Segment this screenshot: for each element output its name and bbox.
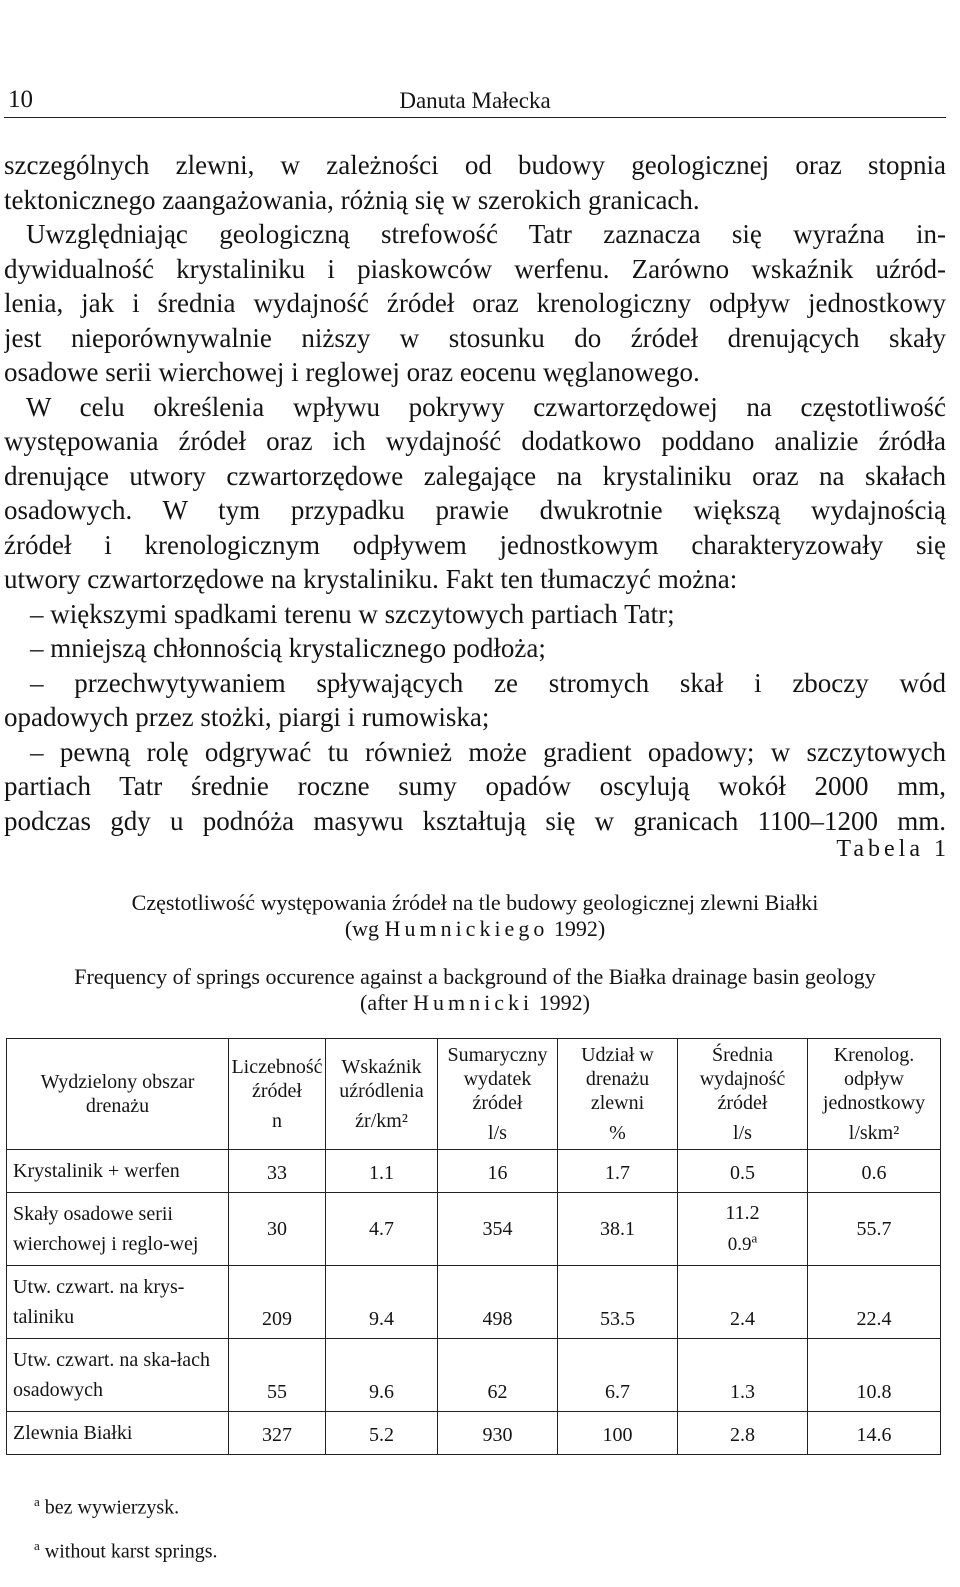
- list-item: – większymi spadkami terenu w szczytowych partiach Tatr;: [30, 598, 675, 629]
- column-header-outflow: Krenolog. odpływ jednostkowy l/skm²: [808, 1039, 941, 1150]
- outflow-cell: 10.8: [808, 1339, 941, 1412]
- share-cell: 1.7: [558, 1150, 678, 1193]
- springs-table: [6, 1038, 941, 1455]
- footnote-marker: a: [34, 1538, 40, 1553]
- table-caption-english: [4, 964, 946, 1016]
- footnote-marker: a: [34, 1494, 40, 1509]
- footnote-english: $^a$ without karst springs.: [34, 1538, 218, 1563]
- count-cell: 30: [229, 1193, 326, 1266]
- count-cell: 33: [229, 1150, 326, 1193]
- table-row: [7, 1193, 941, 1266]
- body-line: źródeł i krenologicznym odpływem jednostkowym charakteryzowały się: [4, 529, 946, 560]
- body-line: W celu określenia wpływu pokrywy czwartorzędowej na częstotliwość: [26, 391, 946, 422]
- list-item-continuation: opadowych przez stożki, piargi i rumowiska;: [4, 702, 490, 732]
- header-rule: [4, 117, 946, 118]
- total-yield-cell: 62: [438, 1339, 558, 1412]
- body-line: dywidualność krystaliniku i piaskowców werfenu. Zarówno wskaźnik uźród-: [4, 253, 946, 284]
- index-cell: 4.7: [326, 1193, 438, 1266]
- index-cell: 9.6: [326, 1339, 438, 1412]
- table-number: Tabela 1: [836, 836, 950, 862]
- body-line: tektonicznego zaangażowania, różnią się w szerokich granicach.: [4, 184, 700, 215]
- table-row-total: [7, 1412, 941, 1455]
- caption-line: Frequency of springs occurence against a background of the Białka drainage basin geology: [74, 964, 876, 989]
- running-title: Danuta Małecka: [399, 88, 551, 113]
- mean-yield-cell: 2.4: [678, 1266, 808, 1339]
- index-cell: 5.2: [326, 1412, 438, 1455]
- body-line: szczególnych zlewni, w zależności od budowy geologicznej oraz stopnia: [4, 150, 946, 180]
- total-yield-cell: 930: [438, 1412, 558, 1455]
- column-header-index: Wskaźnik uźródlenia źr/km²: [326, 1039, 438, 1150]
- list-item: – mniejszą chłonnością krystalicznego podłoża;: [30, 633, 546, 663]
- column-header-area: Wydzielony obszar drenażu: [7, 1039, 229, 1150]
- body-line: osadowych. W tym przypadku prawie dwukrotnie większą wydajnością: [4, 495, 946, 525]
- mean-yield-cell: 2.8: [678, 1412, 808, 1455]
- body-line: lenia, jak i średnia wydajność źródeł oraz krenologiczny odpływ jednostkowy: [4, 288, 946, 318]
- column-header-mean-yield: Średnia wydajność źródeł l/s: [678, 1039, 808, 1150]
- index-cell: 9.4: [326, 1266, 438, 1339]
- column-header-share: Udział w drenażu zlewni %: [558, 1039, 678, 1150]
- mean-yield-value: 11.2: [725, 1201, 760, 1224]
- caption-line: Częstotliwość występowania źródeł na tle budowy geologicznej zlewni Białki: [131, 890, 819, 915]
- body-line: drenujące utwory czwartorzędowe zalegające na krystaliniku oraz na skałach: [4, 460, 946, 491]
- list-item-continuation: podczas gdy u podnóża masywu kształtują się w granicach 1100–1200 mm.: [4, 805, 946, 836]
- table-row: [7, 1339, 941, 1412]
- column-header-total-yield: Sumaryczny wydatek źródeł l/s: [438, 1039, 558, 1150]
- share-cell: 38.1: [558, 1193, 678, 1266]
- body-line: utwory czwartorzędowe na krystaliniku. Fakt ten tłumaczyć można:: [4, 564, 738, 594]
- outflow-cell: 0.6: [808, 1150, 941, 1193]
- area-cell: Zlewnia Białki: [7, 1412, 229, 1455]
- table-caption-polish: [4, 890, 946, 942]
- body-text: [4, 148, 946, 838]
- total-yield-cell: 498: [438, 1266, 558, 1339]
- area-cell: Utw. czwart. na ska-łach osadowych: [7, 1339, 229, 1412]
- count-cell: 55: [229, 1339, 326, 1412]
- area-cell: Krystalinik + werfen: [7, 1150, 229, 1193]
- share-cell: 53.5: [558, 1266, 678, 1339]
- list-item: – pewną rolę odgrywać tu również może gradient opadowy; w szczytowych: [30, 736, 946, 767]
- body-line: występowania źródeł oraz ich wydajność dodatkowo poddano analizie źródła: [4, 426, 946, 456]
- running-header: [4, 82, 946, 118]
- mean-yield-cell: [678, 1193, 808, 1266]
- table-row: [7, 1266, 941, 1339]
- caption-line: (wg Humnickiego 1992): [344, 916, 606, 941]
- mean-yield-cell: 1.3: [678, 1339, 808, 1412]
- outflow-cell: 55.7: [808, 1193, 941, 1266]
- page-number: 10: [8, 86, 33, 113]
- mean-yield-note-value: 0.9$^a$: [727, 1230, 758, 1256]
- area-cell: Utw. czwart. na krys-taliniku: [7, 1266, 229, 1339]
- caption-line: (after Humnicki 1992): [360, 990, 590, 1015]
- index-cell: 1.1: [326, 1150, 438, 1193]
- column-header-count: Liczebność źródeł n: [229, 1039, 326, 1150]
- count-cell: 209: [229, 1266, 326, 1339]
- outflow-cell: 22.4: [808, 1266, 941, 1339]
- table-row: [7, 1150, 941, 1193]
- footnote-polish: $^a$ bez wywierzysk.: [34, 1494, 180, 1519]
- list-item: – przechwytywaniem spływających ze stromych skał i zboczy wód: [30, 667, 946, 698]
- outflow-cell: 14.6: [808, 1412, 941, 1455]
- body-line: Uwzględniając geologiczną strefowość Tatr zaznacza się wyraźna in-: [26, 219, 946, 249]
- share-cell: 100: [558, 1412, 678, 1455]
- list-item-continuation: partiach Tatr średnie roczne sumy opadów oscylują wokół 2000 mm,: [4, 771, 946, 801]
- total-yield-cell: 354: [438, 1193, 558, 1266]
- count-cell: 327: [229, 1412, 326, 1455]
- table-header-row: [7, 1039, 941, 1150]
- total-yield-cell: 16: [438, 1150, 558, 1193]
- body-line: jest nieporównywalnie niższy w stosunku do źródeł drenujących skały: [4, 322, 946, 353]
- share-cell: 6.7: [558, 1339, 678, 1412]
- body-line: osadowe serii wierchowej i reglowej oraz eocenu węglanowego.: [4, 357, 700, 387]
- mean-yield-cell: 0.5: [678, 1150, 808, 1193]
- area-cell: Skały osadowe serii wierchowej i reglo-wej: [7, 1193, 229, 1266]
